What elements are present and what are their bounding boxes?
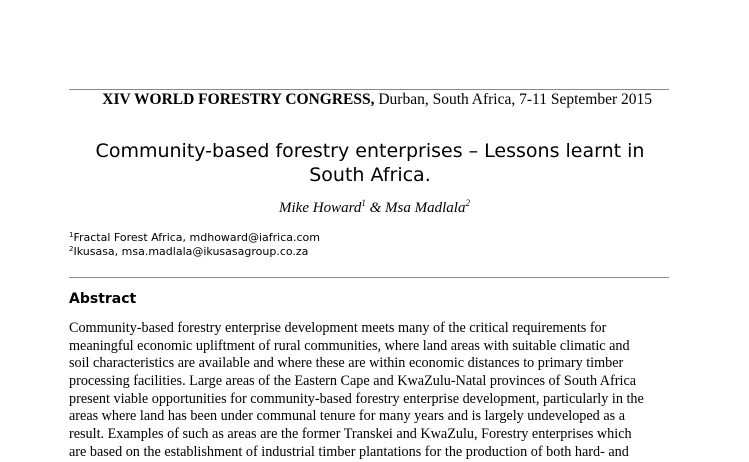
affiliation-text: Fractal Forest Africa, mdhoward@iafrica.com: [73, 231, 321, 244]
conference-header: [0, 90, 652, 110]
author-affiliation-marker: 1: [361, 198, 366, 208]
abstract-heading: Abstract: [69, 291, 137, 307]
section-rule: [69, 277, 669, 278]
affiliation: [69, 231, 320, 245]
author-separator: &: [365, 200, 386, 216]
affiliation-marker: 2: [69, 245, 74, 253]
paper-title-line-1: Community-based forestry enterprises – Lessons learnt in: [95, 140, 645, 162]
author-list: [0, 198, 749, 218]
paper-title-line-2: South Africa.: [309, 164, 431, 186]
abstract-line: Community-based forestry enterprise development meets many of the critical requirements for: [69, 320, 607, 336]
abstract-line: are based on the establishment of industrial timber plantations for the production of both hard- and: [69, 443, 629, 460]
abstract-line: areas where land has been under communal tenure for many years and is largely undeveloped as a: [69, 408, 625, 425]
abstract-line: result. Examples of such as areas are the former Transkei and KwaZulu, Forestry enterprises which: [69, 426, 632, 443]
abstract-line: processing facilities. Large areas of the Eastern Cape and KwaZulu-Natal provinces of South Africa: [69, 373, 637, 390]
abstract-line: present viable opportunities for community-based forestry enterprise development, particularly in the: [69, 390, 644, 407]
conference-details: Durban, South Africa, 7-11 September 2015: [374, 91, 652, 108]
affiliation-marker: 1: [69, 231, 74, 239]
author-affiliation-marker: 2: [465, 198, 470, 208]
affiliation: [69, 245, 308, 259]
author-name: Msa Madlala: [385, 200, 466, 216]
paper-title: [40, 139, 700, 187]
abstract-body: [69, 320, 709, 462]
abstract-line: soil characteristics are available and where these are within economic distances to primary timber: [69, 355, 624, 372]
conference-name: XIV WORLD FORESTRY CONGRESS,: [102, 91, 375, 108]
affiliation-text: Ikusasa, msa.madlala@ikusasagroup.co.za: [73, 245, 309, 258]
author-name: Mike Howard: [279, 200, 362, 216]
abstract-line: meaningful economic upliftment of rural communities, where land areas with suitable climatic and: [69, 337, 630, 354]
